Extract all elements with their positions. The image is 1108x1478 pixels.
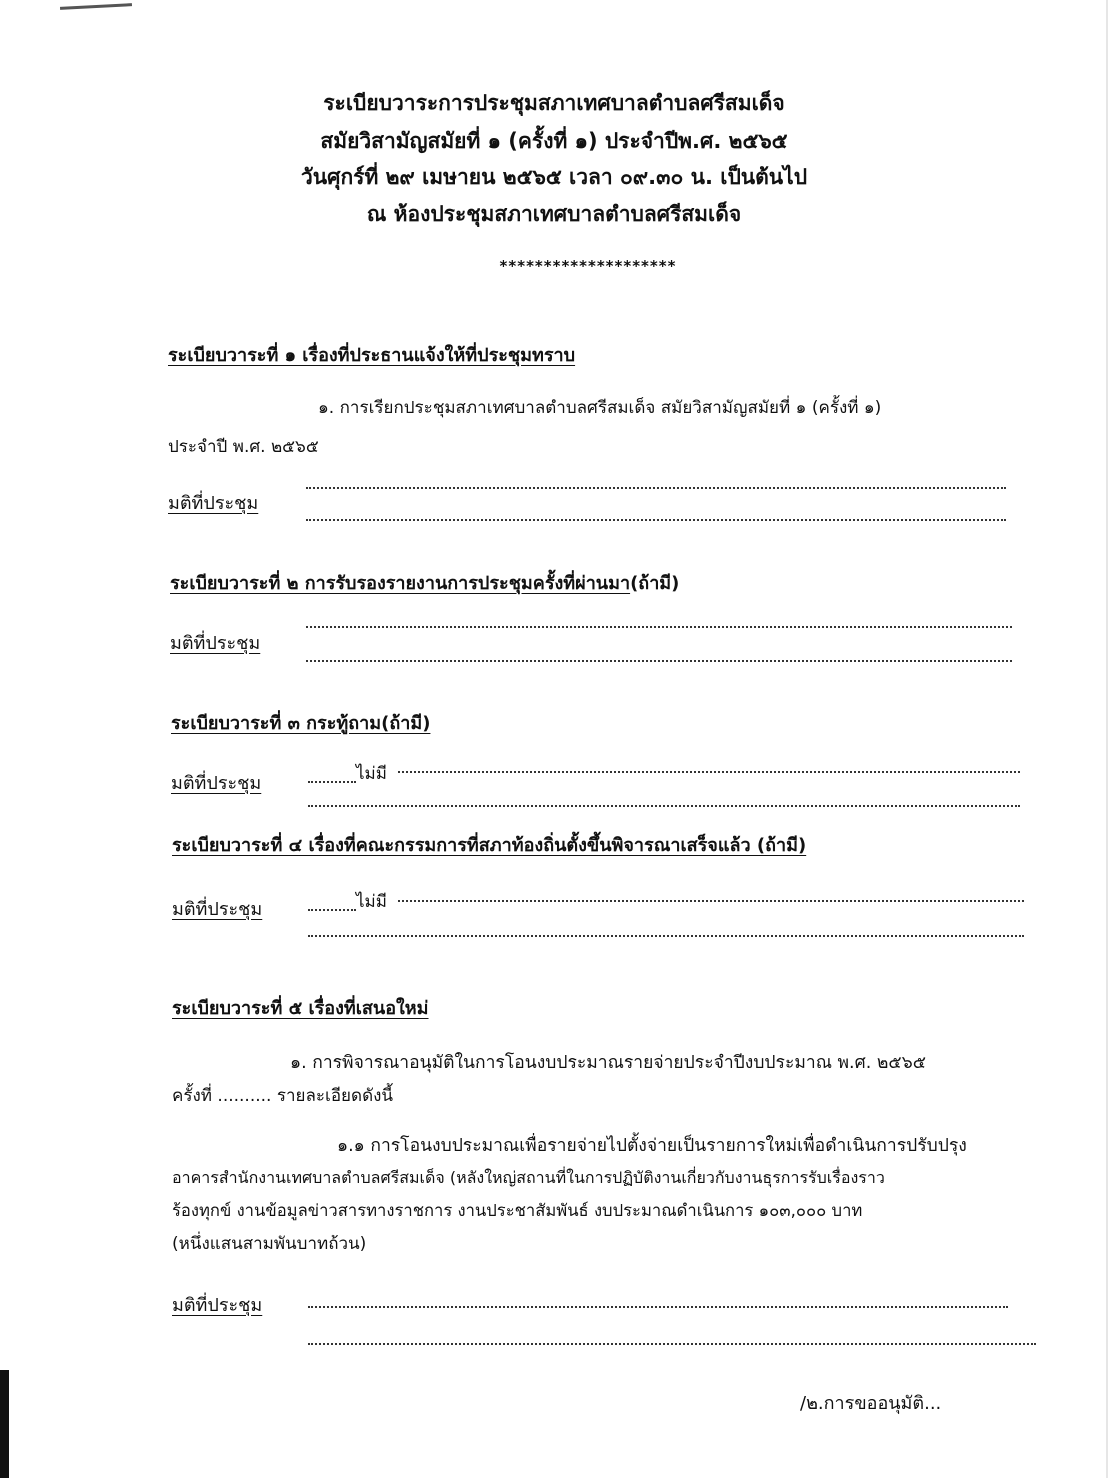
date-time-line: วันศุกร์ที่ ๒๙ เมษายน ๒๕๖๕ เวลา ๐๙.๓๐ น. เป็นต้นไป	[300, 165, 808, 189]
agenda-5-item-1-line-2: ครั้งที่ .......... รายละเอียดดังนี้	[172, 1086, 394, 1106]
continuation-note: /๒.การขออนุมัติ...	[800, 1393, 942, 1414]
agenda-3-heading: ระเบียบวาระที่ ๓ กระทู้ถาม(ถ้ามี)	[171, 713, 431, 734]
agenda-2-resolution-line-1	[306, 626, 1012, 628]
agenda-4-resolution-line-1	[398, 900, 1024, 902]
agenda-2-resolution-line-2	[306, 660, 1012, 662]
agenda-1-heading: ระเบียบวาระที่ ๑ เรื่องที่ประธานแจ้งให้ที่ประชุมทราบ	[168, 345, 576, 366]
agenda-5-resolution-line-1	[308, 1306, 1008, 1308]
agenda-1-resolution-line-2	[306, 519, 1006, 521]
agenda-4-resolution-line-2	[308, 935, 1024, 937]
agenda-3-resolution-leader	[308, 781, 356, 783]
agenda-1-resolution-line-1	[306, 487, 1006, 489]
agenda-4-resolution-text: ไม่มี	[356, 892, 387, 912]
agenda-5-item-1-line-1: ๑. การพิจารณาอนุมัติในการโอนงบประมาณรายจ่ายประจำปีงบประมาณ พ.ศ. ๒๕๖๕	[290, 1053, 926, 1073]
scan-artifact-edge	[0, 1370, 9, 1478]
agenda-2-heading	[170, 568, 679, 597]
agenda-1-item-line-2: ประจำปี พ.ศ. ๒๕๖๕	[168, 437, 319, 457]
agenda-5-subitem-line-4: (หนึ่งแสนสามพันบาทถ้วน)	[172, 1234, 367, 1254]
session-line: สมัยวิสามัญสมัยที่ ๑ (ครั้งที่ ๑) ประจำปีพ.ศ. ๒๕๖๕	[320, 129, 788, 153]
agenda-5-subitem-line-1: ๑.๑ การโอนงบประมาณเพื่อรายจ่ายไปตั้งจ่ายเป็นรายการใหม่เพื่อดำเนินการปรับปรุง	[337, 1136, 967, 1156]
agenda-4-heading: ระเบียบวาระที่ ๔ เรื่องที่คณะกรรมการที่สภาท้องถิ่นตั้งขึ้นพิจารณาเสร็จแล้ว (ถ้ามี)	[172, 835, 807, 856]
agenda-3-resolution-label: มติที่ประชุม	[171, 773, 262, 794]
agenda-2-suffix: (ถ้ามี)	[630, 573, 680, 594]
agenda-2-title: ระเบียบวาระที่ ๒ การรับรองรายงานการประชุมครั้งที่ผ่านมา	[170, 573, 631, 594]
venue-line: ณ ห้องประชุมสภาเทศบาลตำบลศรีสมเด็จ	[366, 202, 742, 226]
agenda-5-subitem-line-3: ร้องทุกข์ งานข้อมูลข่าวสารทางราชการ งานประชาสัมพันธ์ งบประมาณดำเนินการ ๑๐๓,๐๐๐ บาท	[172, 1201, 863, 1220]
agenda-2-resolution-label: มติที่ประชุม	[170, 633, 261, 654]
document-title: ระเบียบวาระการประชุมสภาเทศบาลตำบลศรีสมเด็จ	[323, 91, 785, 115]
agenda-4-resolution-leader	[308, 909, 356, 911]
agenda-5-heading: ระเบียบวาระที่ ๕ เรื่องที่เสนอใหม่	[172, 998, 429, 1019]
agenda-4-resolution-label: มติที่ประชุม	[172, 899, 263, 920]
agenda-3-resolution-line-2	[308, 805, 1020, 807]
agenda-5-resolution-label: มติที่ประชุม	[172, 1295, 263, 1316]
scan-artifact-mark	[60, 3, 132, 10]
agenda-1-resolution-label: มติที่ประชุม	[168, 493, 259, 514]
agenda-3-resolution-text: ไม่มี	[356, 764, 387, 784]
agenda-1-item-line-1: ๑. การเรียกประชุมสภาเทศบาลตำบลศรีสมเด็จ สมัยวิสามัญสมัยที่ ๑ (ครั้งที่ ๑)	[318, 398, 882, 418]
separator-stars: ********************	[499, 257, 677, 275]
agenda-5-subitem-line-2: อาคารสำนักงานเทศบาลตำบลศรีสมเด็จ (หลังใหญ่สถานที่ในการปฏิบัติงานเกี่ยวกับงานธุรการรับเรื่องราว	[172, 1168, 885, 1187]
agenda-5-resolution-line-2	[308, 1343, 1036, 1345]
agenda-3-resolution-line-1	[398, 771, 1020, 773]
